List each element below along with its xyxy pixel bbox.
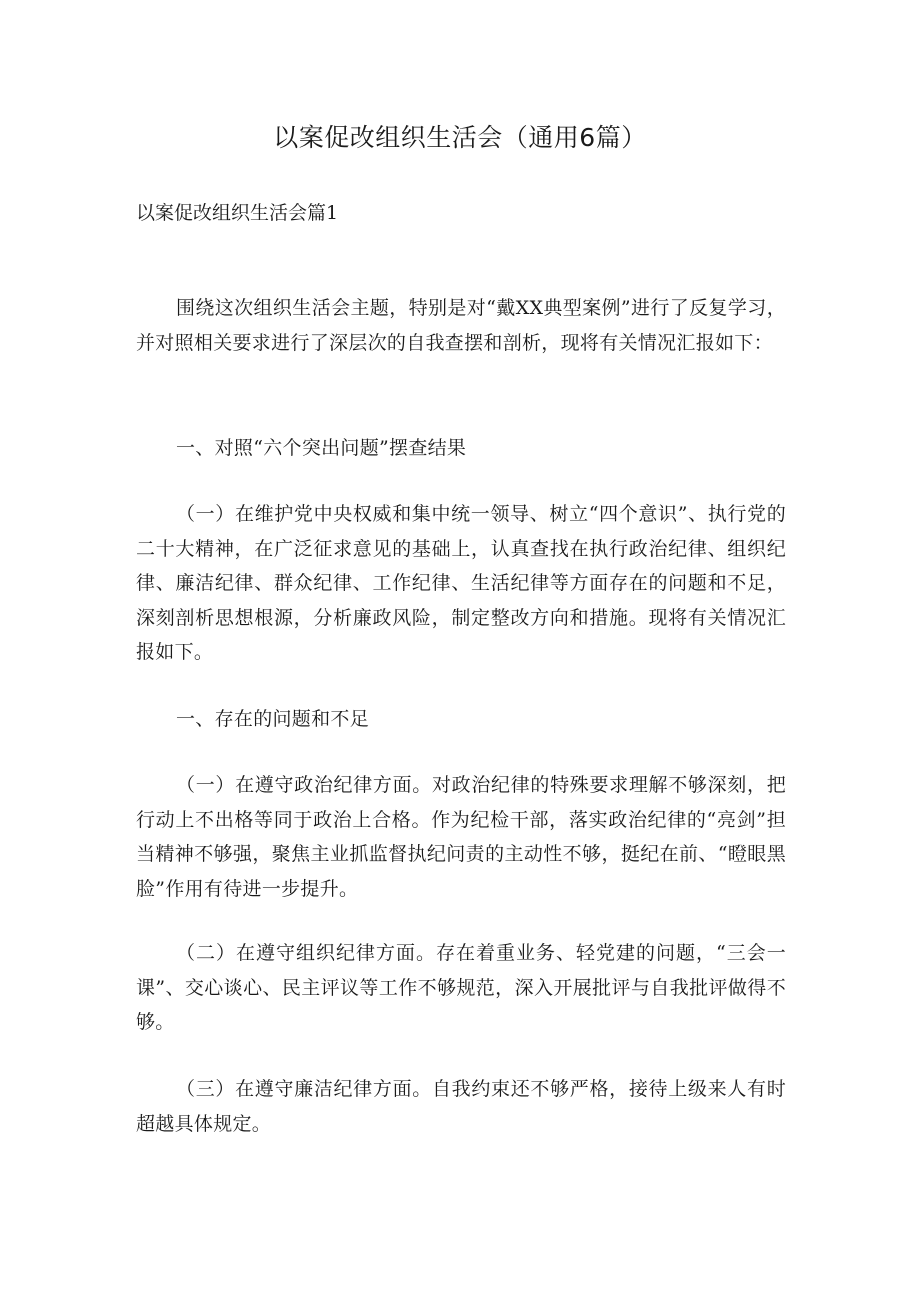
document-title: 以案促改组织生活会（通用6篇） <box>273 123 647 152</box>
section-heading: 以案促改组织生活会篇1 <box>136 202 339 224</box>
paragraph-item: （一）在遵守政治纪律方面。对政治纪律的特殊要求理解不够深刻，把行动上不出格等同于政治上合格。作为纪检干部，落实政治纪律的“亮剑”担当精神不够强，聚焦主业抓监督执纪问责的主动性不够，挺纪在前、“瞪眼黑脸”作用有待进一步提升。 <box>136 774 786 900</box>
paragraph-intro: 围绕这次组织生活会主题，特别是对“戴XX典型案例”进行了反复学习，并对照相关要求进行了深层次的自我查摆和剖析，现将有关情况汇报如下： <box>136 297 786 354</box>
paragraph-item: （二）在遵守组织纪律方面。存在着重业务、轻党建的问题，“三会一课”、交心谈心、民主评议等工作不够规范，深入开展批评与自我批评做得不够。 <box>136 942 786 1033</box>
paragraph-item: （一）在维护党中央权威和集中统一领导、树立“四个意识”、执行党的二十大精神，在广泛征求意见的基础上，认真查找在执行政治纪律、组织纪律、廉洁纪律、群众纪律、工作纪律、生活纪律等方面存在的问题和不足，深刻剖析思想根源，分析廉政风险，制定整改方向和措施。现将有关情况汇报如下。 <box>136 503 786 663</box>
paragraph-item: （三）在遵守廉洁纪律方面。自我约束还不够严格，接待上级来人有时超越具体规定。 <box>136 1078 786 1135</box>
paragraph-heading-problems: 一、存在的问题和不足 <box>176 708 370 730</box>
paragraph-heading-results: 一、对照“六个突出问题”摆查结果 <box>176 437 467 459</box>
